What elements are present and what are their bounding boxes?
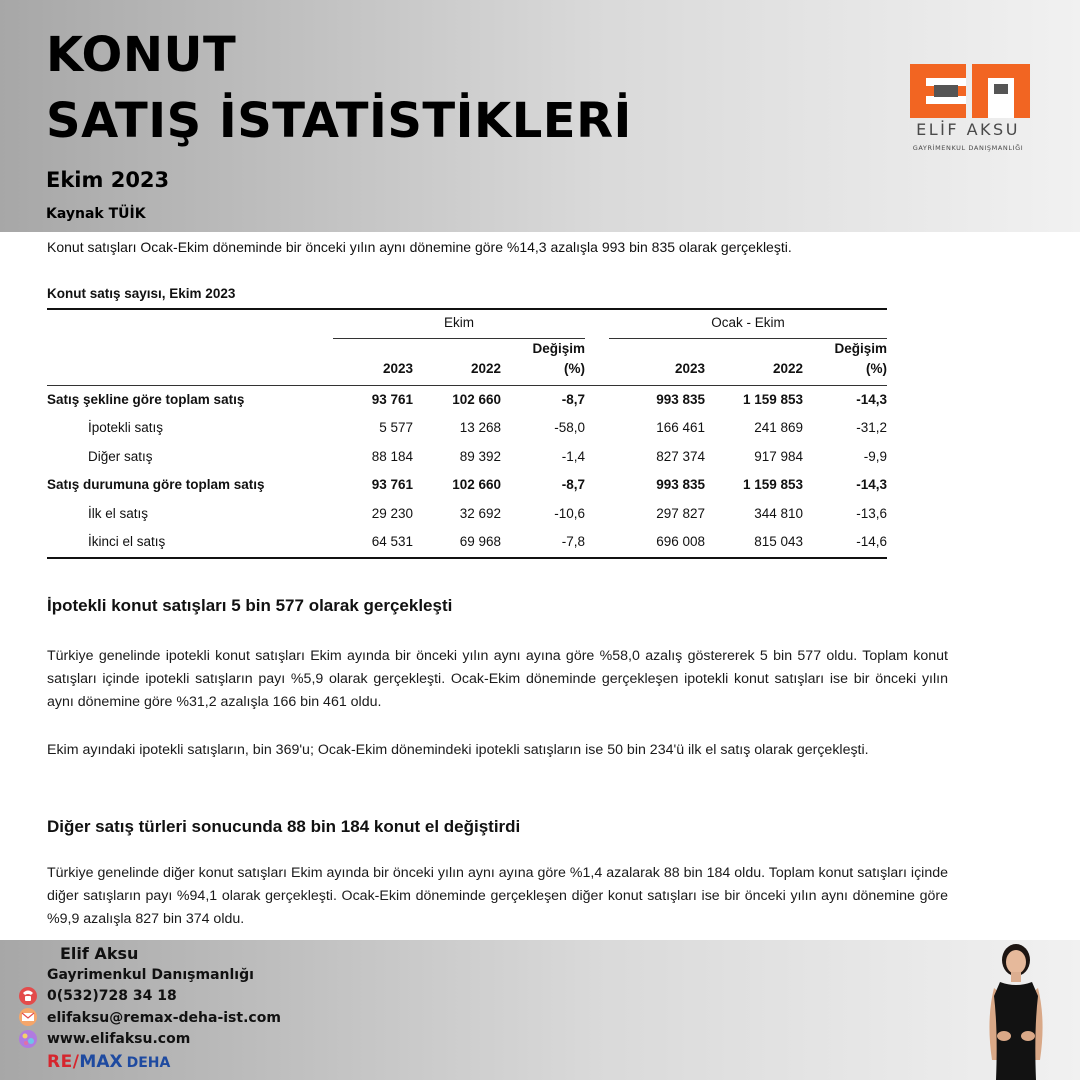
col-ocak-2023: 2023 [609,338,705,385]
agent-name: Elif Aksu [60,944,139,963]
section-ipotekli-paragraph-1: Türkiye genelinde ipotekli konut satışları Ekim ayında bir önceki yılın aynı ayına göre %58,0 azalış göstererek 5 bin 577 oldu. Toplam konut satışları içinde ipotekli satışların payı %5,9 olarak gerçekleşti. Ocak-Ekim döneminde gerçekleşen ipotekli konut satışları ise bir önceki yılın aynı dönemine göre %31,2 azalışla 166 bin 461 oldu. [47,648,948,710]
section-diger-paragraph-1: Türkiye genelinde diğer konut satışları Ekim ayında bir önceki yılın aynı ayına göre %1,4 azalarak 88 bin 184 oldu. Toplam konut satışları içinde diğer satışların payı %94,1 olarak gerçekleşti. Ocak-Ekim döneminde gerçekleşen diğer konut satışları ise bir önceki yılın aynı dönemine göre %9,9 azalışla 827 bin 374 oldu. [47,865,948,927]
table-bottom-rule [47,557,887,559]
header [0,0,1080,232]
table-row: Satış şekline göre toplam satış 93 761 102 660 -8,7 993 835 1 159 853 -14,3 [47,392,887,407]
em-logo-icon [910,64,1030,118]
title-line-1: KONUT [46,27,237,83]
section-heading-diger: Diğer satış türleri sonucunda 88 bin 184 konut el değiştirdi [47,817,521,836]
brand-logo [898,64,1038,160]
sales-table [47,308,887,556]
email-link[interactable]: elifaksu@remax-deha-ist.com [47,1010,281,1026]
page-title [46,22,632,154]
group-ocak-ekim: Ocak - Ekim [609,308,887,338]
agent-title: Gayrimenkul Danışmanlığı [47,967,254,983]
website-link[interactable]: www.elifaksu.com [47,1031,191,1047]
section-ipotekli-paragraph-2: Ekim ayındaki ipotekli satışların, bin 369'u; Ocak-Ekim dönemindeki ipotekli satışların ise 50 bin 234'ü ilk el satış olarak gerçekleşti. [47,742,869,758]
logo-subtitle: GAYRİMENKUL DANIŞMANLIĞI [912,144,1024,152]
table-group-header [47,308,887,338]
table-row: İlk el satış 29 230 32 692 -10,6 297 827 344 810 -13,6 [88,505,887,521]
col-ekim-2022: 2022 [413,338,501,385]
section-heading-ipotekli: İpotekli konut satışları 5 bin 577 olarak gerçekleşti [47,596,453,615]
col-ocak-2022: 2022 [705,338,803,385]
remax-deha-logo: RE/MAX DEHA [47,1052,171,1072]
phone-link[interactable]: 0(532)728 34 18 [47,988,177,1004]
contact-footer [0,940,1080,1080]
table-row: İpotekli satış 5 577 13 268 -58,0 166 461 241 869 -31,2 [88,420,887,436]
table-row: Satış durumuna göre toplam satış 93 761 102 660 -8,7 993 835 1 159 853 -14,3 [47,477,887,493]
table-row: İkinci el satış 64 531 69 968 -7,8 696 008 815 043 -14,6 [88,534,887,550]
title-line-2: SATIŞ İSTATİSTİKLERİ [46,93,632,149]
logo-name: ELİF AKSU [916,120,1020,139]
intro-text: Konut satışları Ocak-Ekim döneminde bir önceki yılın aynı dönemine göre %14,3 azalışla 993 bin 835 olarak gerçekleşti. [47,239,792,255]
col-ekim-change: Değişim (%) [501,338,585,385]
document-panel [0,232,1080,940]
globe-icon [17,1028,39,1050]
group-ekim: Ekim [333,308,585,338]
col-ocak-change: Değişim (%) [803,338,887,385]
table-row: Diğer satış 88 184 89 392 -1,4 827 374 917 984 -9,9 [88,448,887,464]
email-icon [17,1006,39,1028]
table-title: Konut satış sayısı, Ekim 2023 [47,286,236,301]
source-label: Kaynak TÜİK [46,206,146,222]
phone-icon [17,984,39,1006]
col-ekim-2023: 2023 [333,338,413,385]
agent-portrait [968,940,1064,1080]
period-label: Ekim 2023 [46,168,170,192]
table-column-header [47,338,887,385]
